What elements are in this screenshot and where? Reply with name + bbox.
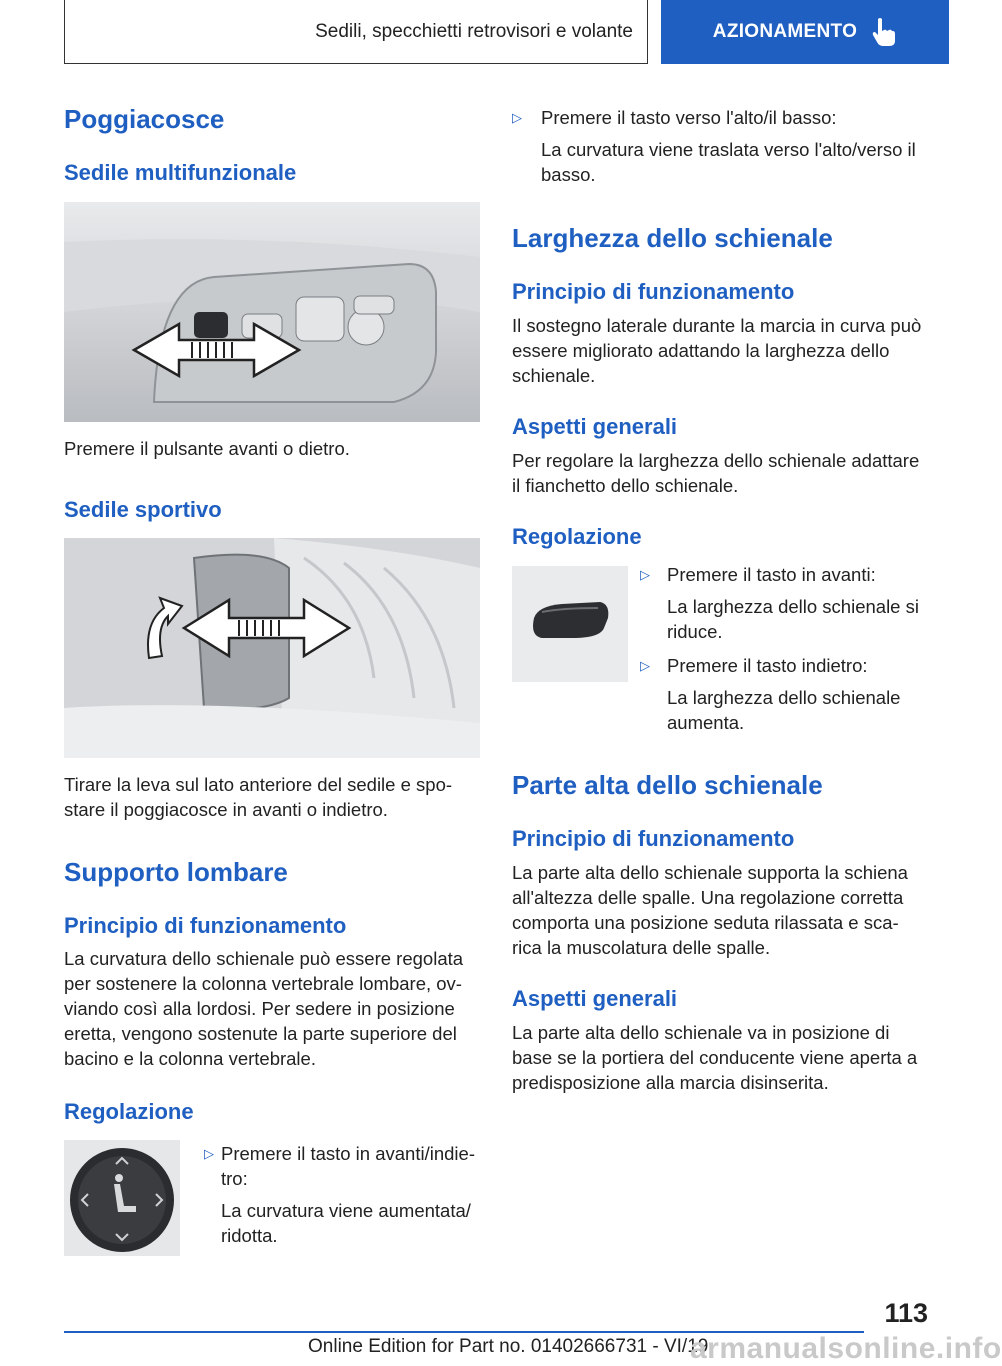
larghezza-line-2: essere migliorato adattando la larghezza dello <box>512 340 890 361</box>
lombare-line-5: bacino e la colonna vertebrale. <box>64 1048 316 1069</box>
paragraph-multifunzionale: Premere il pulsante avanti o dietro. <box>64 438 350 459</box>
alta-line-3: comporta una posizione seduta rilassata e sca- <box>512 912 899 933</box>
aspetti2-line-2: base se la portiera del conducente viene aperta a <box>512 1047 918 1068</box>
page-number: 113 <box>884 1298 928 1328</box>
aspetti1-line-1: Per regolare la larghezza dello schienale adattare <box>512 450 920 471</box>
lumbar-result-line-2: ridotta. <box>221 1225 278 1246</box>
chapter-title: Sedili, specchietti retrovisori e volante <box>315 20 633 42</box>
lumbar-bullet-line-2: tro: <box>221 1168 248 1189</box>
width-switch-figure <box>512 566 628 682</box>
heading-aspetti-2: Aspetti generali <box>512 986 678 1011</box>
heading-regolazione-right: Regolazione <box>512 524 642 549</box>
width-forward-result-1: La larghezza dello schienale si <box>667 596 919 617</box>
width-bullet-back <box>640 653 932 735</box>
heading-poggiacosce: Poggiacosce <box>64 104 225 134</box>
section-title: AZIONAMENTO <box>712 21 858 42</box>
lumbar-bullet <box>204 1141 484 1248</box>
heading-sedile-multifunzionale: Sedile multifunzionale <box>64 160 297 185</box>
aspetti2-line-1: La parte alta dello schienale va in posizione di <box>512 1022 890 1043</box>
lombare-line-1: La curvatura dello schienale può essere regolata <box>64 948 464 969</box>
alta-line-1: La parte alta dello schienale supporta la schiena <box>512 862 908 883</box>
width-forward-text: Premere il tasto in avanti: <box>667 564 876 585</box>
larghezza-line-1: Il sostegno laterale durante la marcia in curva può <box>512 315 922 336</box>
larghezza-line-3: schienale. <box>512 365 596 386</box>
bullet-icon: ▷ <box>204 1146 214 1161</box>
width-forward-result-2: riduce. <box>667 621 723 642</box>
paragraph-larghezza <box>512 313 932 388</box>
paragraph-sportivo <box>64 772 482 822</box>
width-forward-result <box>667 594 932 644</box>
pointing-hand-icon <box>871 17 897 47</box>
alta-line-2: all'altezza delle spalle. Una regolazione corretta <box>512 887 904 908</box>
heading-parte-alta: Parte alta dello schienale <box>512 770 823 800</box>
section-header <box>661 0 949 64</box>
paragraph-lombare <box>64 946 482 1071</box>
lombare-line-3: viando così alla lordosi. Per sedere in posizione <box>64 998 455 1019</box>
heading-sedile-sportivo: Sedile sportivo <box>64 497 222 522</box>
paragraph-parte-alta <box>512 860 932 960</box>
upper-bullet-text: Premere il tasto verso l'alto/il basso: <box>541 107 837 128</box>
lumbar-result <box>221 1198 484 1248</box>
sport-seat-figure <box>64 538 480 758</box>
sport-seat-illustration <box>64 538 480 758</box>
width-switch-illustration <box>512 566 628 682</box>
heading-supporto-lombare: Supporto lombare <box>64 857 288 887</box>
aspetti1-line-2: il fianchetto dello schienale. <box>512 475 739 496</box>
lumbar-bullet-text <box>221 1141 484 1191</box>
lumbar-switch-figure <box>64 1140 180 1256</box>
paragraph-aspetti-2 <box>512 1020 932 1095</box>
width-back-text: Premere il tasto indietro: <box>667 655 868 676</box>
lumbar-result-line-1: La curvatura viene aumentata/ <box>221 1200 471 1221</box>
lumbar-switch-illustration <box>64 1140 180 1256</box>
lombare-line-2: per sostenere la colonna vertebrale lombare, ov- <box>64 973 462 994</box>
upper-result-line-1: La curvatura viene traslata verso l'alto/verso il <box>541 139 916 160</box>
heading-aspetti-1: Aspetti generali <box>512 414 678 439</box>
multifunction-seat-figure <box>64 202 480 422</box>
width-back-result-1: La larghezza dello schienale <box>667 687 901 708</box>
edition-text: Online Edition for Part no. 01402666731 - VI/19 <box>308 1336 709 1357</box>
heading-principio-alta: Principio di funzionamento <box>512 826 795 851</box>
heading-larghezza: Larghezza dello schienale <box>512 223 833 253</box>
bullet-icon: ▷ <box>512 110 522 125</box>
width-back-result <box>667 685 932 735</box>
bullet-icon: ▷ <box>640 567 650 582</box>
upper-result <box>541 137 932 187</box>
lumbar-bullet-line-1: Premere il tasto in avanti/indie- <box>221 1143 475 1164</box>
width-bullet-forward <box>640 562 932 644</box>
paragraph-aspetti-1 <box>512 448 932 498</box>
watermark: armanualsonline.info <box>690 1332 1002 1365</box>
aspetti2-line-3: predisposizione alla marcia disinserita. <box>512 1072 829 1093</box>
heading-principio-lombare: Principio di funzionamento <box>64 913 347 938</box>
sportivo-line-1: Tirare la leva sul lato anteriore del sedile e spo- <box>64 774 453 795</box>
sportivo-line-2: stare il poggiacosce in avanti o indietro. <box>64 799 388 820</box>
bullet-icon: ▷ <box>640 658 650 673</box>
upper-lumbar-bullet <box>512 105 932 187</box>
heading-principio-larghezza: Principio di funzionamento <box>512 279 795 304</box>
upper-result-line-2: basso. <box>541 164 596 185</box>
width-bullets <box>640 562 932 735</box>
lombare-line-4: eretta, vengono sostenute la parte superiore del <box>64 1023 457 1044</box>
seat-switch-illustration <box>64 202 480 422</box>
heading-regolazione-left: Regolazione <box>64 1099 194 1124</box>
width-back-result-2: aumenta. <box>667 712 745 733</box>
chapter-header <box>64 0 648 64</box>
alta-line-4: rica la muscolatura delle spalle. <box>512 937 771 958</box>
